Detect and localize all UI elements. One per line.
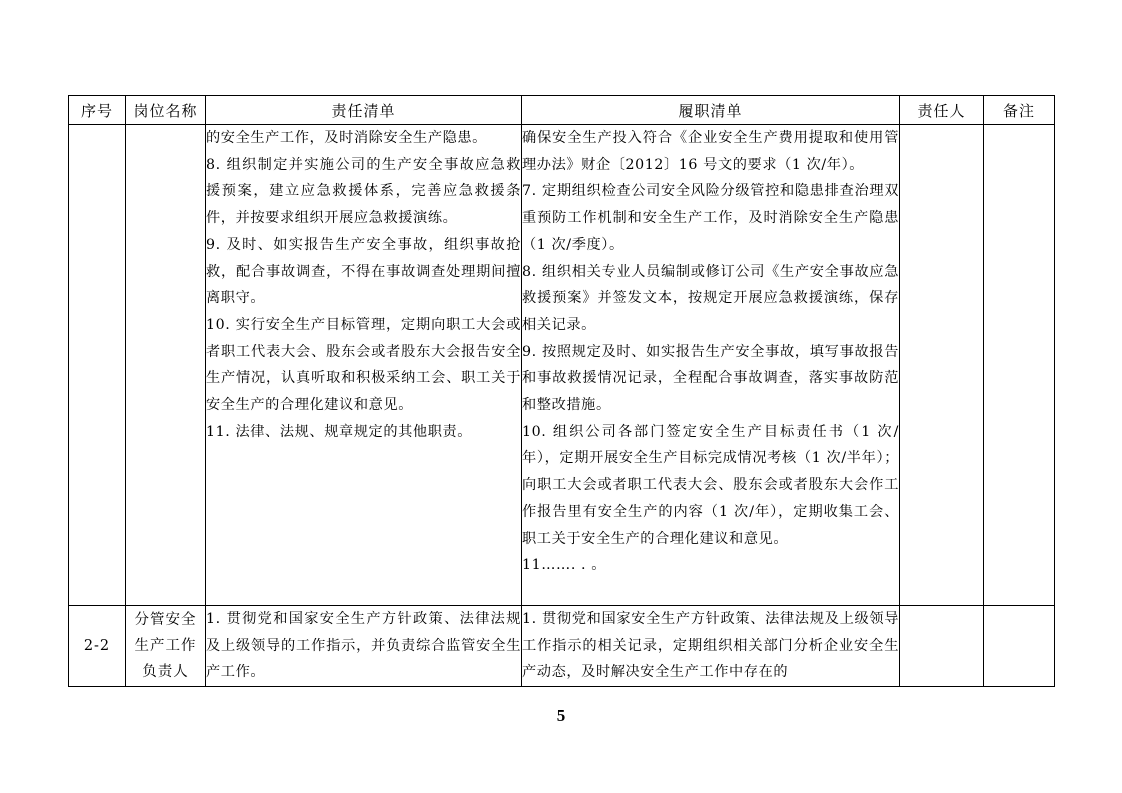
header-responsible: 责任人 [900,96,984,125]
perform-item: 1. 贯彻党和国家安全生产方针政策、法律法规及上级领导工作指示的相关记录，定期组织相关部门分析企业安全生产动态，及时解决安全生产工作中存在的 [522,611,899,681]
duty-item: 的安全生产工作，及时消除安全生产隐患。 [206,130,487,146]
row-seq-cell: 2-2 [69,606,126,687]
page-number: 5 [556,706,566,725]
responsible-cell [900,606,984,687]
header-position: 岗位名称 [126,96,206,125]
responsible-cell [900,125,984,606]
duty-item: 11. 法律、法规、规章规定的其他职责。 [206,423,473,440]
perform-item: 7. 定期组织检查公司安全风险分级管控和隐患排查治理双重预防工作机制和安全生产工作，及时消除安全生产隐患（1 次/季度）。 [522,183,899,253]
remark-cell [984,125,1055,606]
perform-list-cell [522,606,900,687]
duty-item: 9. 及时、如实报告生产安全事故，组织事故抢救，配合事故调查，不得在事故调查处理期间擅离职守。 [206,236,521,307]
remark-cell [984,606,1055,687]
perform-item: 9. 按照规定及时、如实报告生产安全事故，填写事故报告和事故救援情况记录，全程配合事故调查，落实事故防范和整改措施。 [522,343,899,414]
perform-item: 8. 组织相关专业人员编制或修订公司《生产安全事故应急救援预案》并签发文本，按规定开展应急救援演练，保存相关记录。 [522,263,899,333]
row-position-cell [126,125,206,606]
header-remark: 备注 [984,96,1055,125]
duty-list-cell [206,606,522,687]
responsibility-table [68,95,1055,687]
header-perform-list: 履职清单 [522,96,900,125]
perform-item: 10. 组织公司各部门签定安全生产目标责任书（1 次/年），定期开展安全生产目标完成情况考核（1 次/半年）；向职工大会或者职工代表大会、股东会或者股东大会作工作报告里有安全生产的内容（1 次/年），定期收集工会、职工关于安全生产的合理化建议和意见。 [522,423,899,547]
duty-list-cell [206,125,522,606]
header-duty-list: 责任清单 [206,96,522,125]
perform-item: 11……. . 。 [522,557,607,574]
perform-item: 确保安全生产投入符合《企业安全生产费用提取和使用管理办法》财企〔2012〕16 号文的要求（1 次/年）。 [522,130,899,173]
table-row [69,125,1055,606]
header-seq: 序号 [69,96,126,125]
duty-item: 8. 组织制定并实施公司的生产安全事故应急救援预案，建立应急救援体系，完善应急救援条件，并按要求组织开展应急救援演练。 [206,156,521,227]
row-seq-cell [69,125,126,606]
row-position-cell: 分管安全生产工作负责人 [126,606,206,687]
perform-list-cell [522,125,900,606]
table-row [69,606,1055,687]
duty-item: 10. 实行安全生产目标管理，定期向职工大会或者职工代表大会、股东会或者股东大会报告安全生产情况，认真听取和积极采纳工会、职工关于安全生产的合理化建议和意见。 [206,316,521,414]
table-header-row [69,96,1055,125]
duty-item: 1. 贯彻党和国家安全生产方针政策、法律法规及上级领导的工作指示，并负责综合监管安全生产工作。 [206,611,521,681]
